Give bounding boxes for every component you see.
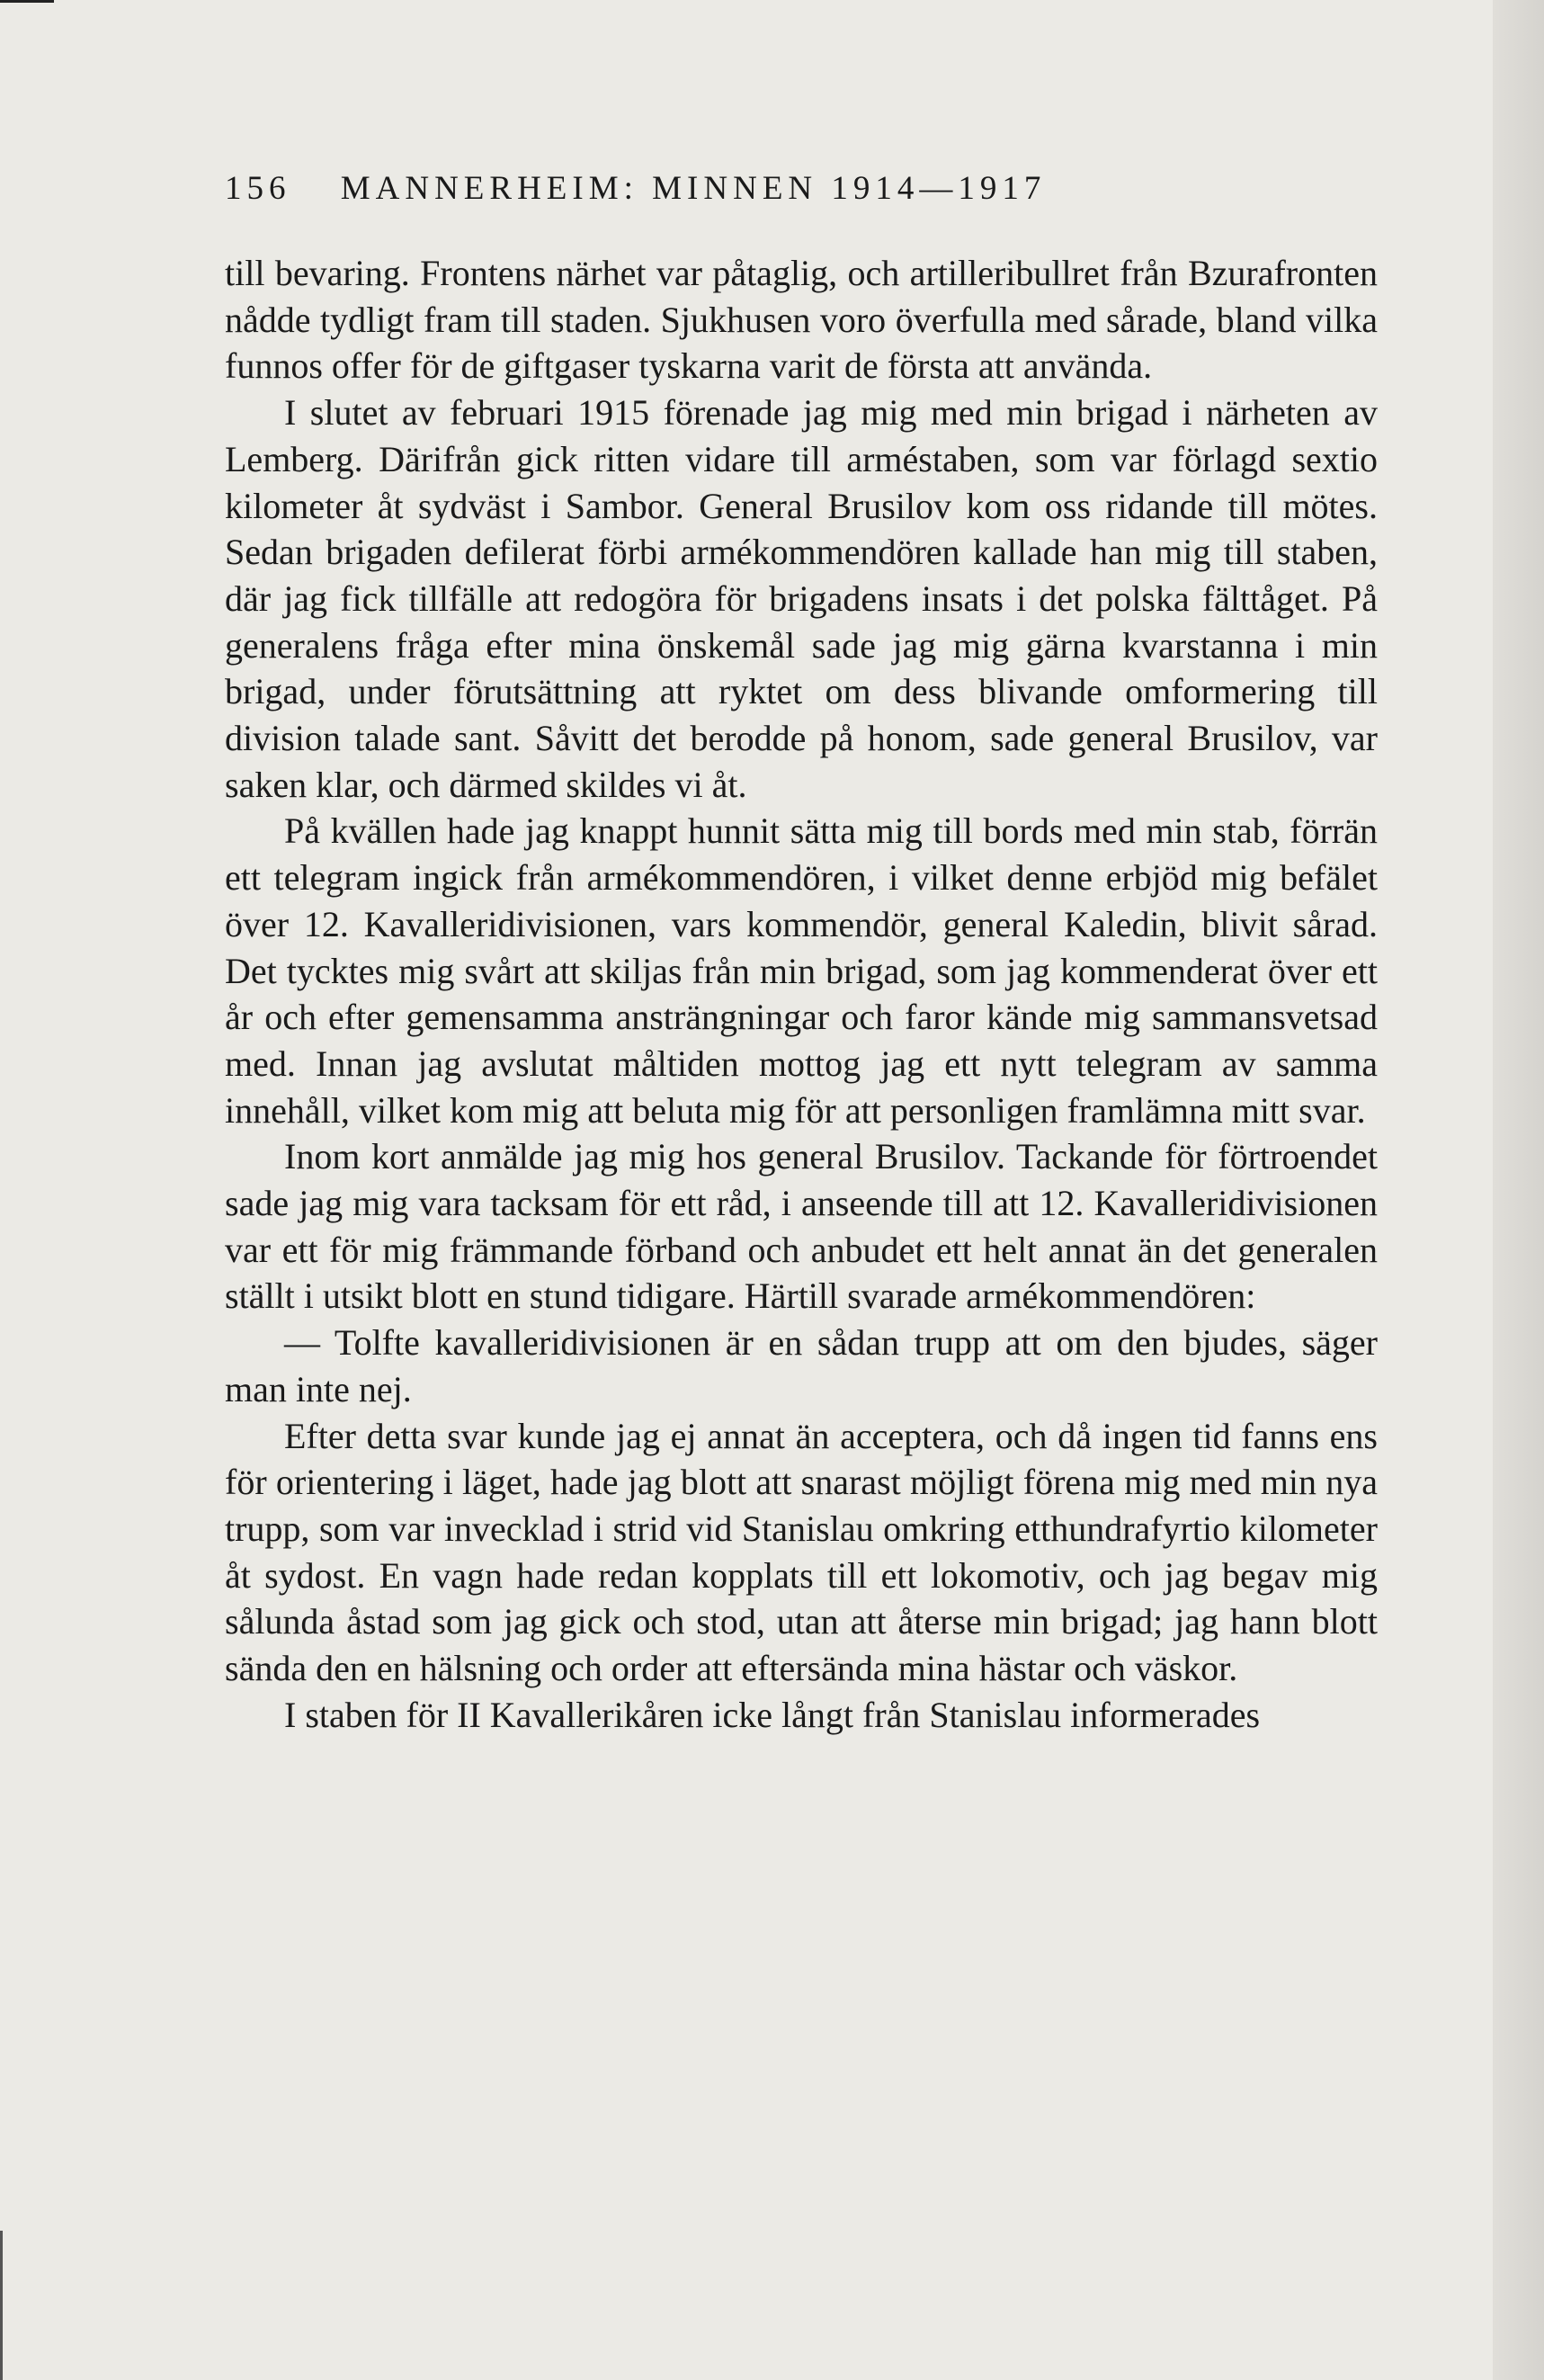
dialogue-line: — Tolfte kavalleridivisionen är en sådan trupp att om den bjudes, säger man inte nej. — [225, 1322, 1378, 1409]
paragraph-continuation: till bevaring. Frontens närhet var påtaglig, och artilleribullret från Bzurafronten nådde tydligt fram till staden. Sjukhusen voro överfulla med sårade, bland vilka funnos offer för de giftgaser tyskarna varit de första att använda. — [225, 253, 1378, 387]
page-gutter-shadow — [1493, 0, 1544, 2380]
paragraph: Inom kort anmälde jag mig hos general Brusilov. Tackande för förtroendet sade jag mig vara tacksam för ett råd, i anseende till att 12. Kavalleridivisionen var ett för mig främmande förband och anbudet ett helt annat än det generalen ställt i utsikt blott en stund tidigare. Härtill svarade armékommendören: — [225, 1136, 1378, 1317]
paragraph: Efter detta svar kunde jag ej annat än acceptera, och då ingen tid fanns ens för orientering i läget, hade jag blott att snarast möjligt förena mig med min nya trupp, som var invecklad i strid vid Stanislau omkring etthundrafyrtio kilometer åt sydost. En vagn hade redan kopplats till ett lokomotiv, och jag begav mig sålunda åstad som jag gick och stod, utan att återse min brigad; jag hann blott sända den en hälsning och order att eftersända mina hästar och väskor. — [225, 1415, 1378, 1689]
paragraph: I slutet av februari 1915 förenade jag mig med min brigad i närheten av Lemberg. Därifrån gick ritten vidare till arméstaben, som var förlagd sextio kilometer åt sydväst i Sambor. General Brusilov kom oss ridande till mötes. Sedan brigaden defilerat förbi armékommendören kallade han mig till staben, där jag fick tillfälle att redogöra för brigadens insats i det polska fälttåget. På generalens fråga efter mina önskemål sade jag mig gärna kvarstanna i min brigad, under förutsättning att ryktet om dess blivande omformering till division talade sant. Såvitt det berodde på honom, sade general Brusilov, var saken klar, och därmed skildes vi åt. — [225, 392, 1378, 805]
paragraph: På kvällen hade jag knappt hunnit sätta mig till bords med min stab, förrän ett telegram ingick från armékommendören, i vilket denne erbjöd mig befälet över 12. Kavalleridivisionen, vars kommendör, general Kaledin, blivit sårad. Det tycktes mig svårt att skiljas från min brigad, som jag kommenderat över ett år och efter gemensamma ansträngningar och faror kände mig sammansvetsad med. Innan jag avslutat måltiden mottog jag ett nytt telegram av samma innehåll, vilket kom mig att beluta mig för att personligen framlämna mitt svar. — [225, 810, 1378, 1131]
scan-edge-mark-left — [0, 2231, 3, 2380]
running-title: MANNERHEIM: MINNEN 1914—1917 — [340, 170, 1047, 207]
page-number: 156 — [225, 170, 291, 207]
paragraph: I staben för II Kavallerikåren icke långt från Stanislau informerades — [284, 1694, 1261, 1735]
body-text — [225, 250, 1378, 1739]
running-head — [225, 169, 1376, 208]
scan-edge-mark — [0, 0, 54, 3]
